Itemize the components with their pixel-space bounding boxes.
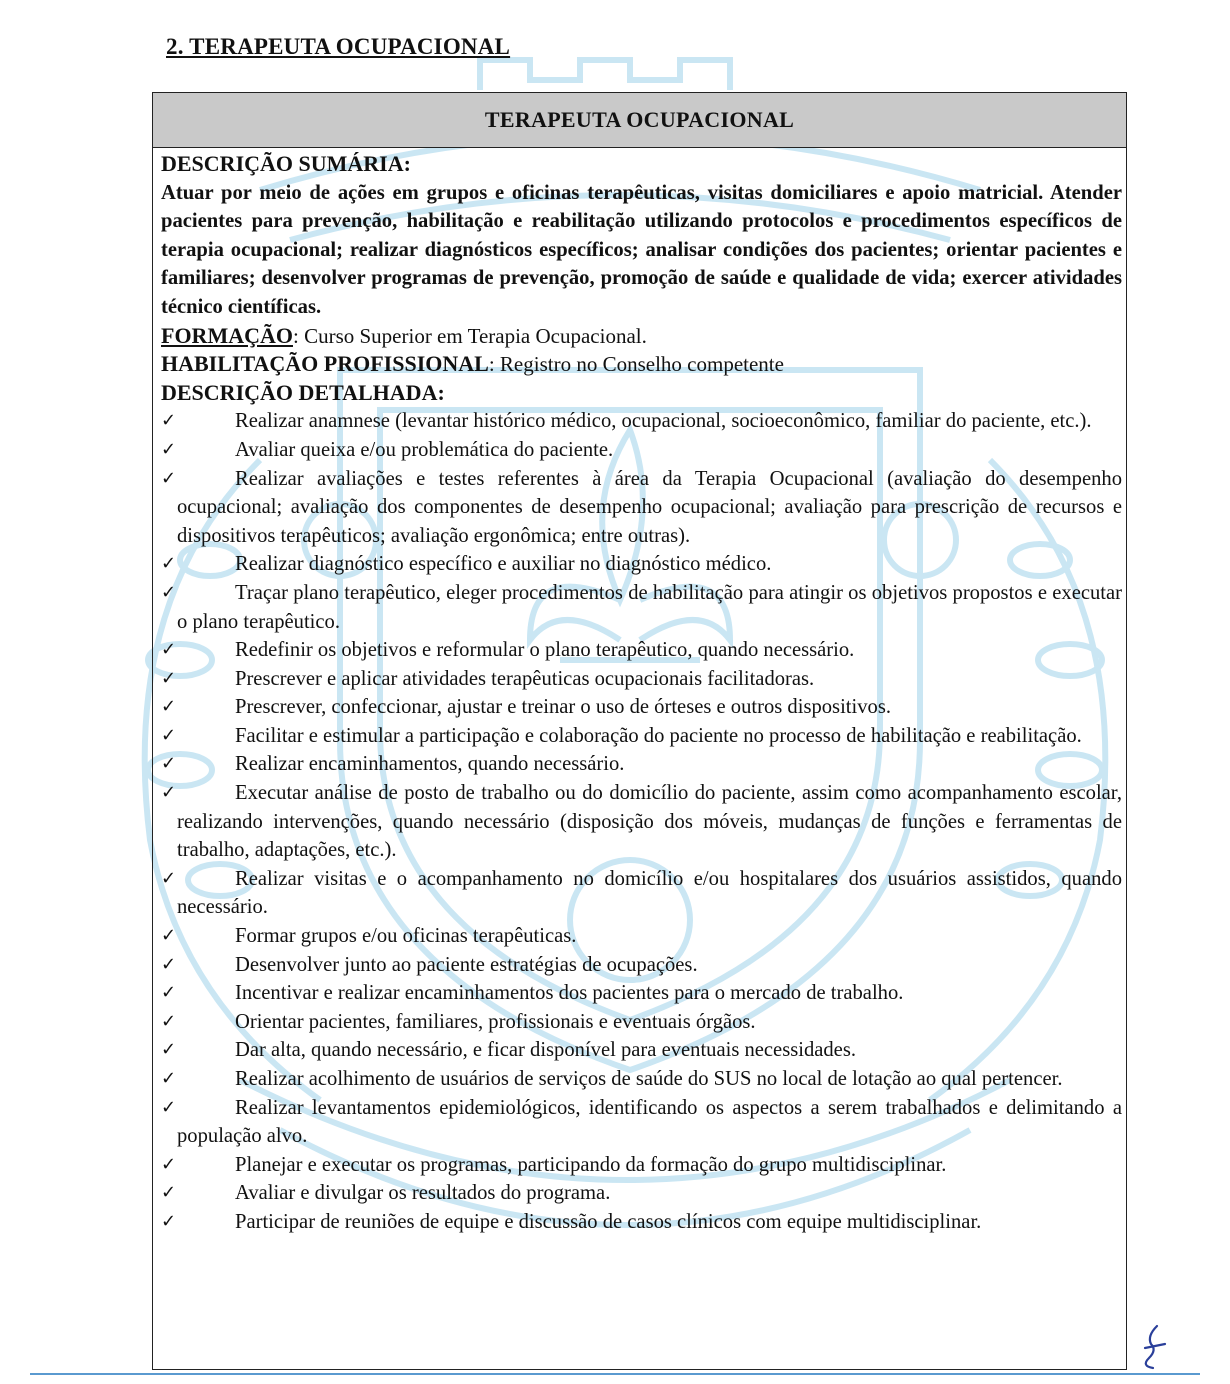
check-icon: ✓ xyxy=(161,1010,177,1032)
duties-list xyxy=(161,407,1122,1236)
check-icon: ✓ xyxy=(161,982,177,1004)
check-icon: ✓ xyxy=(161,1153,177,1175)
list-item: ✓ Incentivar e realizar encaminhamentos dos pacientes para o mercado de trabalho. xyxy=(161,979,1122,1008)
section-title: 2. TERAPEUTA OCUPACIONAL xyxy=(166,34,511,59)
formacao-value: : Curso Superior em Terapia Ocupacional. xyxy=(292,323,647,348)
list-item: ✓ Realizar acolhimento de usuários de serviços de saúde do SUS no local de lotação ao qual pertencer. xyxy=(161,1065,1122,1094)
list-item: ✓ Avaliar e divulgar os resultados do programa. xyxy=(161,1179,1122,1208)
list-item: ✓ Prescrever e aplicar atividades terapêuticas ocupacionais facilitadoras. xyxy=(161,665,1122,694)
check-icon: ✓ xyxy=(161,467,177,489)
check-icon: ✓ xyxy=(161,553,177,575)
summary-text: Atuar por meio de ações em grupos e oficinas terapêuticas, visitas domiciliares e apoio matricial. Atender pacientes para prevenção, habilitação e reabilitação utilizando protocolos e procedimentos específicos de terapia ocupacional; realizar diagnósticos específicos; analisar condições dos pacientes; orientar pacientes e familiares; desenvolver programas de prevenção, promoção de saúde e qualidade de vida; exercer atividades técnico científicas. xyxy=(161,181,1122,318)
list-item: ✓ Avaliar queixa e/ou problemática do paciente. xyxy=(161,436,1122,465)
list-item: ✓ Traçar plano terapêutico, eleger procedimentos de habilitação para atingir os objetivos propostos e executar o plano terapêutico. xyxy=(161,579,1122,636)
list-item: ✓ Realizar diagnóstico específico e auxiliar no diagnóstico médico. xyxy=(161,550,1122,579)
check-icon: ✓ xyxy=(161,782,177,804)
bottom-rule xyxy=(30,1373,1200,1375)
check-icon: ✓ xyxy=(161,410,177,432)
list-item: ✓ Facilitar e estimular a participação e colaboração do paciente no processo de habilitação e reabilitação. xyxy=(161,722,1122,751)
list-item: ✓ Redefinir os objetivos e reformular o plano terapêutico, quando necessário. xyxy=(161,636,1122,665)
habilitacao-label: HABILITAÇÃO PROFISSIONAL xyxy=(161,351,489,377)
habilitacao-value: : Registro no Conselho competente xyxy=(488,352,784,377)
check-icon: ✓ xyxy=(161,867,177,889)
check-icon: ✓ xyxy=(161,639,177,661)
summary-label: DESCRIÇÃO SUMÁRIA: xyxy=(161,151,411,176)
list-item: ✓ Dar alta, quando necessário, e ficar disponível para eventuais necessidades. xyxy=(161,1036,1122,1065)
check-icon: ✓ xyxy=(161,925,177,947)
check-icon: ✓ xyxy=(161,1096,177,1118)
check-icon: ✓ xyxy=(161,753,177,775)
check-icon: ✓ xyxy=(161,1039,177,1061)
check-icon: ✓ xyxy=(161,724,177,746)
list-item: ✓ Realizar visitas e o acompanhamento no domicílio e/ou hospitalares dos usuários assistidos, quando necessário. xyxy=(161,865,1122,922)
job-description-box xyxy=(152,92,1127,1370)
detailed-label: DESCRIÇÃO DETALHADA: xyxy=(161,379,445,405)
check-icon: ✓ xyxy=(161,696,177,718)
list-item: ✓ Desenvolver junto ao paciente estratégias de ocupações. xyxy=(161,951,1122,980)
formacao-line xyxy=(161,322,1122,351)
list-item: ✓ Orientar pacientes, familiares, profissionais e eventuais órgãos. xyxy=(161,1008,1122,1037)
check-icon: ✓ xyxy=(161,953,177,975)
formacao-label: FORMAÇÃO xyxy=(161,322,293,348)
box-header: TERAPEUTA OCUPACIONAL xyxy=(153,93,1126,148)
list-item: ✓ Prescrever, confeccionar, ajustar e treinar o uso de órteses e outros dispositivos. xyxy=(161,693,1122,722)
list-item: ✓ Formar grupos e/ou oficinas terapêuticas. xyxy=(161,922,1122,951)
list-item: ✓ Participar de reuniões de equipe e discussão de casos clínicos com equipe multidisciplinar. xyxy=(161,1208,1122,1237)
check-icon: ✓ xyxy=(161,1210,177,1232)
list-item: ✓ Planejar e executar os programas, participando da formação do grupo multidisciplinar. xyxy=(161,1151,1122,1180)
list-item: ✓ Realizar encaminhamentos, quando necessário. xyxy=(161,750,1122,779)
check-icon: ✓ xyxy=(161,1068,177,1089)
check-icon: ✓ xyxy=(161,667,177,689)
check-icon: ✓ xyxy=(161,581,177,603)
box-content xyxy=(153,148,1126,1237)
check-icon: ✓ xyxy=(161,438,177,460)
list-item: ✓ Realizar levantamentos epidemiológicos, identificando os aspectos a serem trabalhados e delimitando a população alvo. xyxy=(161,1094,1122,1151)
list-item: ✓ Executar análise de posto de trabalho ou do domicílio do paciente, assim como acompanhamento escolar, realizando intervenções, quando necessário (disposição dos móveis, mudanças de funções e ferramentas de trabalho, adaptações, etc.). xyxy=(161,779,1122,865)
handwritten-initial-icon xyxy=(1135,1322,1175,1372)
check-icon: ✓ xyxy=(161,1182,177,1204)
list-item: ✓ Realizar anamnese (levantar histórico médico, ocupacional, socioeconômico, familiar do paciente, etc.). xyxy=(161,407,1122,436)
habilitacao-line xyxy=(161,350,1122,379)
list-item: ✓ Realizar avaliações e testes referentes à área da Terapia Ocupacional (avaliação do desempenho ocupacional; avaliação dos componentes de desempenho ocupacional; avaliação para prescrição de recursos e dispositivos terapêuticos; avaliação ergonômica; entre outras). xyxy=(161,465,1122,551)
